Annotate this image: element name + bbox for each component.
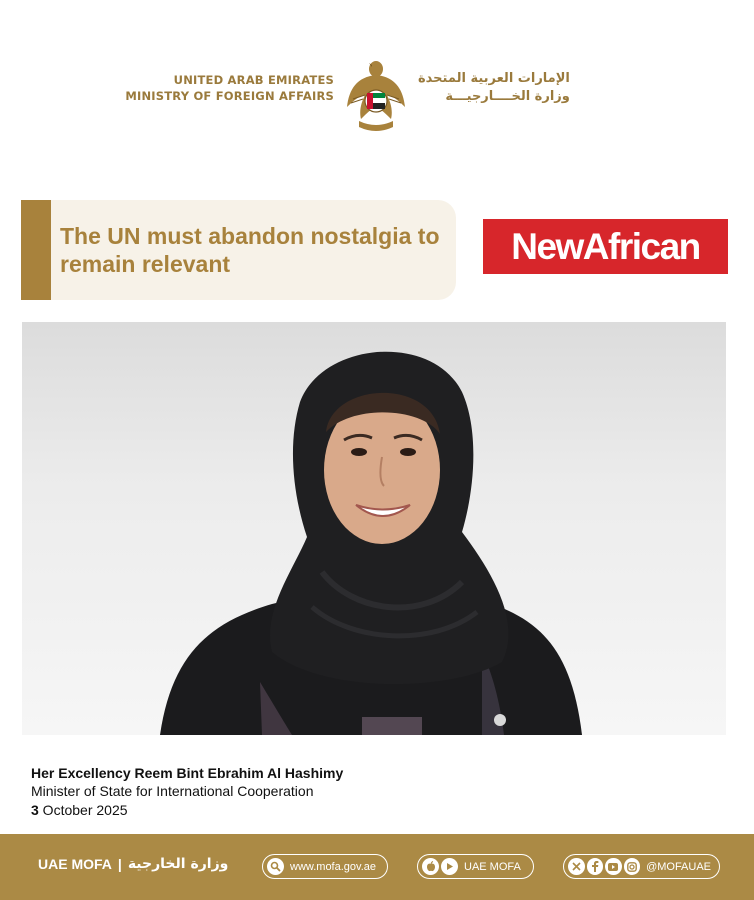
org-name-ar — [418, 70, 570, 106]
mofa-handle-text: UAE MOFA — [464, 860, 521, 873]
caption-date-rest: October 2025 — [38, 802, 128, 818]
headline-accent-bar — [21, 200, 51, 300]
website-text: www.mofa.gov.ae — [290, 860, 377, 873]
footer-brand-ar: وزارة الخارجية — [127, 856, 229, 872]
headline-title: The UN must abandon nostalgia to remain relevant — [60, 223, 440, 277]
caption-role: Minister of State for International Cooperation — [31, 783, 314, 799]
apple-icon — [422, 858, 439, 875]
app-store-link[interactable] — [417, 854, 534, 879]
footer-separator: | — [117, 856, 122, 872]
play-store-icon — [441, 858, 458, 875]
social-handle-text: @MOFAUAE — [646, 860, 712, 873]
org-ar-line1: الإمارات العربية المتحدة — [418, 71, 570, 86]
portrait-photo — [22, 322, 726, 735]
org-en-line1: UNITED ARAB EMIRATES — [173, 73, 334, 87]
caption-date-day: 3 — [31, 802, 39, 818]
search-icon — [267, 858, 284, 875]
caption — [31, 764, 343, 820]
org-name-en — [125, 72, 334, 104]
x-icon[interactable] — [568, 858, 585, 875]
caption-date — [31, 801, 343, 820]
portrait-illustration — [22, 322, 726, 735]
org-ar-line2: وزارة الخــــارجيـــة — [445, 89, 570, 104]
caption-name: Her Excellency Reem Bint Ebrahim Al Hashimy — [31, 765, 344, 781]
facebook-icon[interactable] — [587, 858, 604, 875]
instagram-icon[interactable] — [624, 858, 641, 875]
footer-brand — [38, 856, 228, 872]
newafrican-logo: NewAfrican — [483, 219, 728, 274]
uae-emblem-icon — [345, 55, 407, 135]
footer — [0, 834, 754, 900]
header — [0, 55, 754, 140]
website-link[interactable] — [262, 854, 388, 879]
youtube-icon[interactable] — [605, 858, 622, 875]
social-links[interactable] — [563, 854, 720, 879]
footer-brand-en: UAE MOFA — [38, 856, 112, 872]
org-en-line2: MINISTRY OF FOREIGN AFFAIRS — [125, 89, 334, 103]
